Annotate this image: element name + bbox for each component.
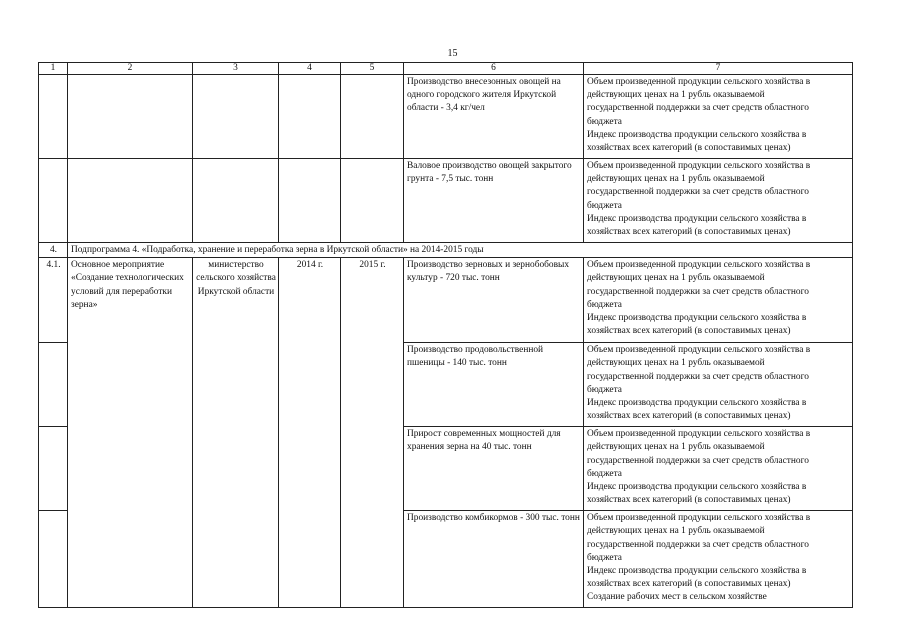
header-cell: 6 <box>404 63 584 75</box>
subprogram-number: 4. <box>39 243 68 258</box>
expected-result-cell: Производство комбикормов - 300 тыс. тонн <box>404 511 584 608</box>
header-cell: 5 <box>341 63 404 75</box>
expected-result-cell: Производство зерновых и зернобобовых культур - 720 тыс. тонн <box>404 258 584 343</box>
measure-row <box>39 258 853 343</box>
indicator-cell: Объем произведенной продукции сельского хозяйства в действующих ценах на 1 рубль оказываемой государственной поддержки за счет средств областного бюджета Индекс производства продукции сельского хозяйства в хозяйствах всех категорий (в сопоставимых ценах) Создание рабочих мест в сельском хозяйстве <box>584 511 853 608</box>
expected-result-cell: Производство продовольственной пшеницы - 140 тыс. тонн <box>404 343 584 427</box>
expected-result-cell: Валовое производство овощей закрытого грунта - 7,5 тыс. тонн <box>404 159 584 243</box>
table-row <box>39 159 853 243</box>
header-cell: 4 <box>279 63 341 75</box>
page-number: 15 <box>447 48 458 59</box>
measure-number: 4.1. <box>39 258 68 343</box>
column-number-row <box>39 63 853 75</box>
measure-end-year: 2015 г. <box>341 258 404 608</box>
subprogram-row <box>39 243 853 258</box>
indicator-cell: Объем произведенной продукции сельского хозяйства в действующих ценах на 1 рубль оказываемой государственной поддержки за счет средств областного бюджета Индекс производства продукции сельского хозяйства в хозяйствах всех категорий (в сопоставимых ценах) <box>584 258 853 343</box>
expected-result-cell: Производство внесезонных овощей на одного городского жителя Иркутской области - 3,4 кг/чел <box>404 75 584 159</box>
header-cell: 3 <box>193 63 279 75</box>
measure-executor: министерство сельского хозяйства Иркутской области <box>193 258 279 608</box>
indicator-cell: Объем произведенной продукции сельского хозяйства в действующих ценах на 1 рубль оказываемой государственной поддержки за счет средств областного бюджета Индекс производства продукции сельского хозяйства в хозяйствах всех категорий (в сопоставимых ценах) <box>584 427 853 511</box>
header-cell: 2 <box>68 63 193 75</box>
header-cell: 1 <box>39 63 68 75</box>
table-row <box>39 75 853 159</box>
program-table <box>38 62 853 608</box>
header-cell: 7 <box>584 63 853 75</box>
subprogram-title: Подпрограмма 4. «Подработка, хранение и переработка зерна в Иркутской области» на 2014-2015 годы <box>68 243 853 258</box>
indicator-cell: Объем произведенной продукции сельского хозяйства в действующих ценах на 1 рубль оказываемой государственной поддержки за счет средств областного бюджета Индекс производства продукции сельского хозяйства в хозяйствах всех категорий (в сопоставимых ценах) <box>584 75 853 159</box>
indicator-cell: Объем произведенной продукции сельского хозяйства в действующих ценах на 1 рубль оказываемой государственной поддержки за счет средств областного бюджета Индекс производства продукции сельского хозяйства в хозяйствах всех категорий (в сопоставимых ценах) <box>584 343 853 427</box>
measure-start-year: 2014 г. <box>279 258 341 608</box>
measure-name: Основное мероприятие «Создание технологических условий для переработки зерна» <box>68 258 193 608</box>
expected-result-cell: Прирост современных мощностей для хранения зерна на 40 тыс. тонн <box>404 427 584 511</box>
indicator-cell: Объем произведенной продукции сельского хозяйства в действующих ценах на 1 рубль оказываемой государственной поддержки за счет средств областного бюджета Индекс производства продукции сельского хозяйства в хозяйствах всех категорий (в сопоставимых ценах) <box>584 159 853 243</box>
